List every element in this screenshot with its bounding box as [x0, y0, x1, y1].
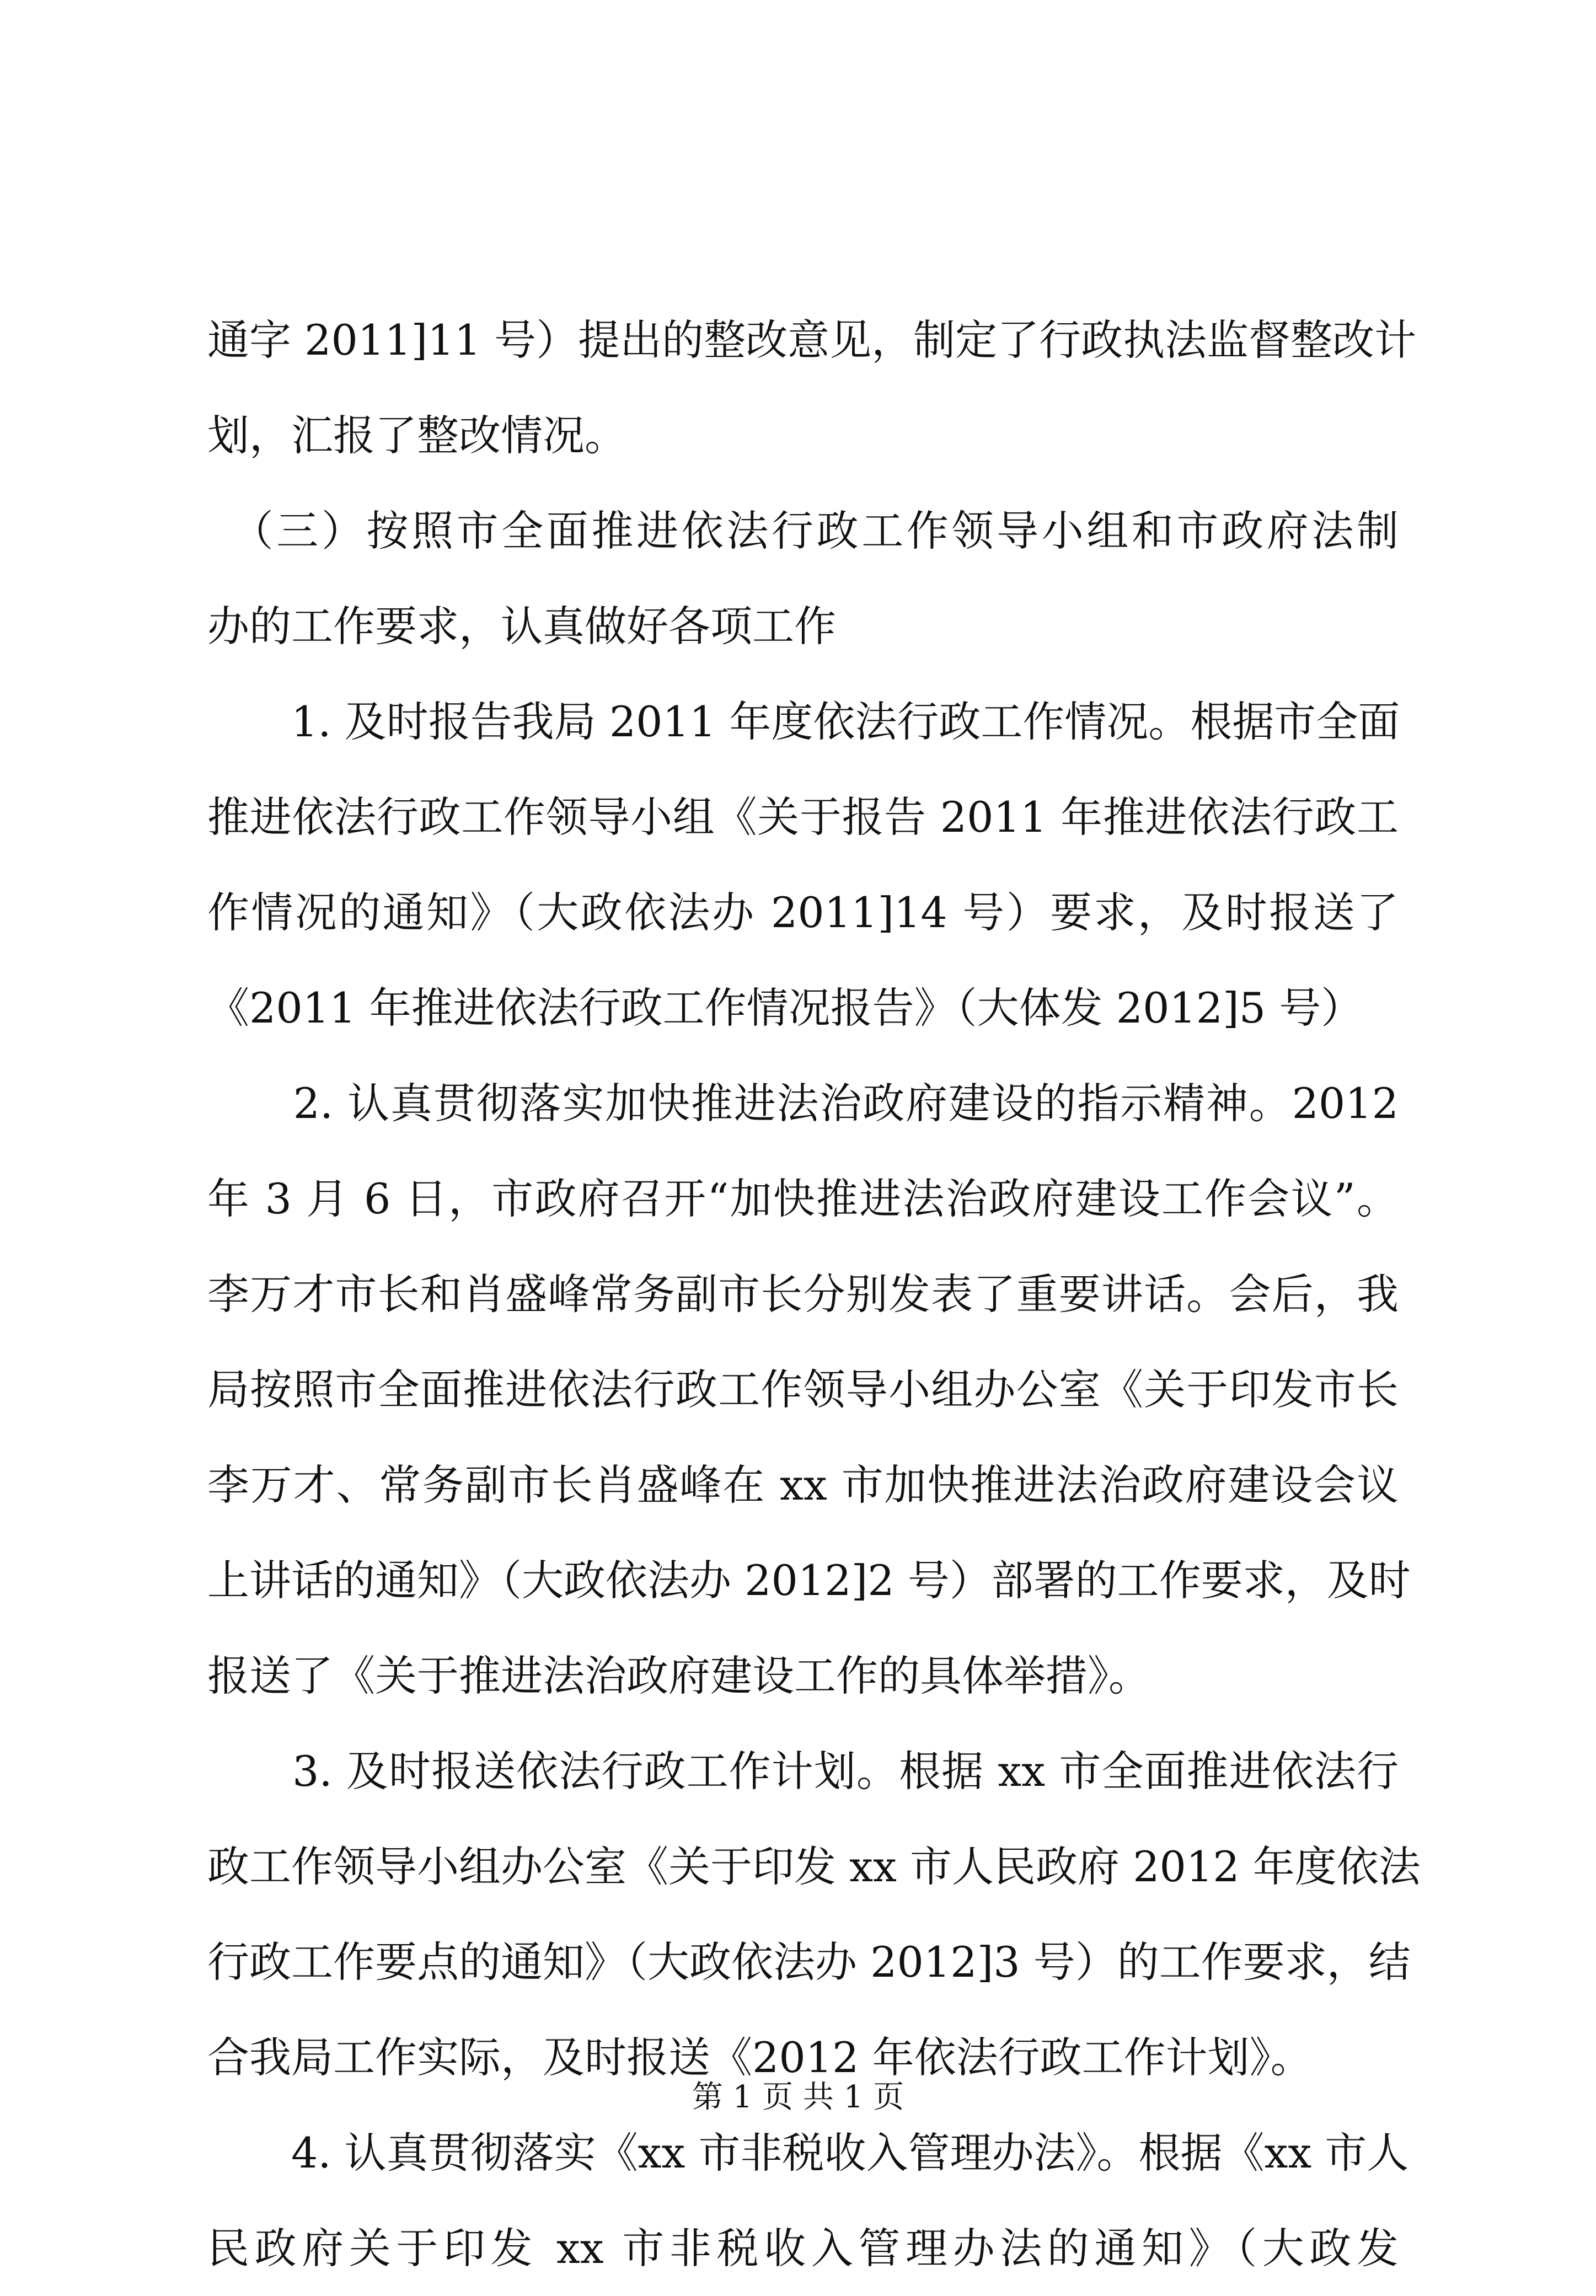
text-line: 4. 认真贯彻落实《xx 市非税收入管理办法》。根据《xx 市人	[207, 2128, 1409, 2177]
text-line: 办的工作要求，认真做好各项工作	[207, 602, 836, 651]
text-line: 行政工作要点的通知》（大政依法办 2012]3 号）的工作要求，结	[207, 1938, 1411, 1987]
text-line: 上讲话的通知》（大政依法办 2012]2 号）部署的工作要求，及时	[207, 1556, 1411, 1605]
text-line: 李万才市长和肖盛峰常务副市长分别发表了重要讲话。会后，我	[207, 1270, 1399, 1319]
text-line: 3. 及时报送依法行政工作计划。根据 xx 市全面推进依法行	[207, 1747, 1399, 1796]
text-line: 年 3 月 6 日，市政府召开“加快推进法治政府建设工作会议”。	[207, 1174, 1399, 1223]
text-line: 2. 认真贯彻落实加快推进法治政府建设的指示精神。2012	[207, 1079, 1399, 1128]
text-line: （三）按照市全面推进依法行政工作领导小组和市政府法制	[207, 506, 1399, 555]
text-line: 报送了《关于推进法治政府建设工作的具体举措》。	[207, 1651, 1150, 1700]
page-footer: 第 1 页 共 1 页	[692, 2079, 904, 2115]
text-line: 政工作领导小组办公室《关于印发 xx 市人民政府 2012 年度依法	[207, 1842, 1421, 1891]
text-line: 民政府关于印发 xx 市非税收入管理办法的通知》（大政发	[207, 2224, 1399, 2273]
text-line: 《2011 年推进依法行政工作情况报告》（大体发 2012]5 号）	[207, 983, 1363, 1032]
text-line: 划，汇报了整改情况。	[207, 411, 626, 460]
text-line: 1. 及时报告我局 2011 年度依法行政工作情况。根据市全面	[207, 697, 1400, 746]
document-body	[207, 292, 1421, 2296]
text-line: 通字 2011]11 号）提出的整改意见，制定了行政执法监督整改计	[207, 315, 1417, 365]
text-line: 李万才、常务副市长肖盛峰在 xx 市加快推进法治政府建设会议	[207, 1460, 1399, 1510]
text-line: 推进依法行政工作领导小组《关于报告 2011 年推进依法行政工	[207, 793, 1399, 842]
text-line: 合我局工作实际，及时报送《2012 年依法行政工作计划》。	[207, 2033, 1313, 2082]
text-line: 局按照市全面推进依法行政工作领导小组办公室《关于印发市长	[207, 1365, 1399, 1414]
text-line: 作情况的通知》（大政依法办 2011]14 号）要求，及时报送了	[207, 888, 1399, 937]
